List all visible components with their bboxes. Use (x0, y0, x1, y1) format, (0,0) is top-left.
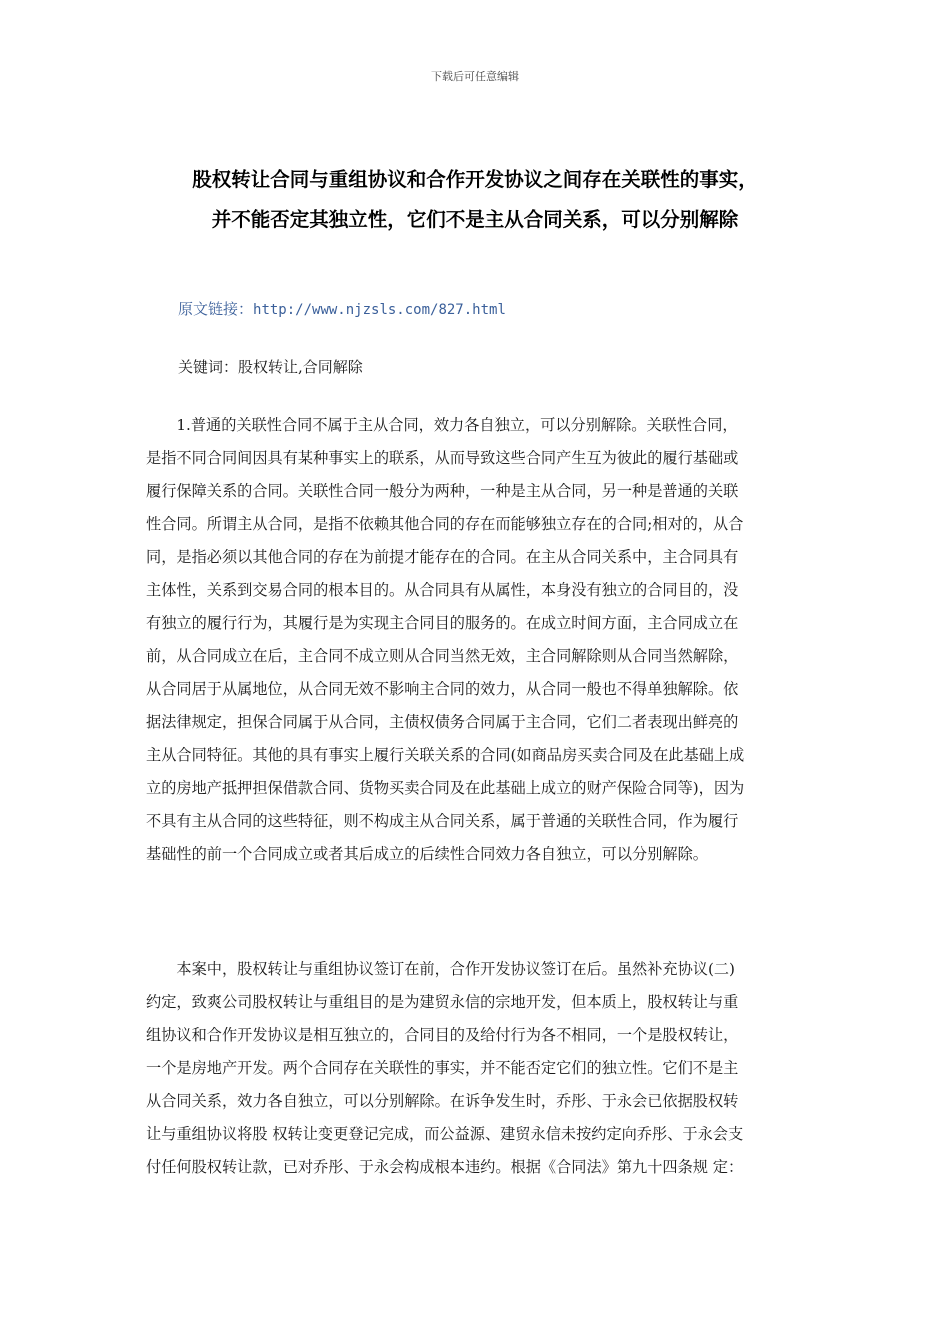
title-line-2: 并不能否定其独立性，它们不是主从合同关系，可以分别解除 (211, 208, 739, 231)
document-title (110, 160, 840, 240)
source-url[interactable]: http://www.njzsls.com/827.html (253, 302, 506, 318)
paragraph-line: 付任何股权转让款，已对乔彤、于永会构成根本违约。根据《合同法》第九十四条规 定： (146, 1158, 744, 1176)
paragraph-line: 履行保障关系的合同。关联性合同一般分为两种，一种是主从合同，另一种是普通的关联 (146, 482, 739, 500)
paragraph-line: 基础性的前一个合同成立或者其后成立的后续性合同效力各自独立，可以分别解除。 (146, 845, 708, 863)
paragraph-line: 不具有主从合同的这些特征，则不构成主从合同关系，属于普通的关联性合同，作为履行 (146, 812, 739, 830)
paragraph-line: 前，从合同成立在后，主合同不成立则从合同当然无效，主合同解除则从合同当然解除， (146, 647, 739, 665)
paragraph-line: 是指不同合同间因具有某种事实上的联系，从而导致这些合同产生互为彼此的履行基础或 (146, 449, 739, 467)
paragraph-line: 1.普通的关联性合同不属于主从合同，效力各自独立，可以分别解除。关联性合同， (146, 416, 738, 434)
keywords: 关键词：股权转让,合同解除 (178, 358, 363, 376)
source-link[interactable] (178, 298, 506, 319)
paragraph-line: 同，是指必须以其他合同的存在为前提才能存在的合同。在主从合同关系中，主合同具有 (146, 548, 739, 566)
title-line-1: 股权转让合同与重组协议和合作开发协议之间存在关联性的事实， (192, 168, 758, 191)
paragraph-line: 本案中，股权转让与重组协议签订在前，合作开发协议签订在后。虽然补充协议(二) (146, 960, 735, 978)
header-note: 下载后可任意编辑 (431, 70, 519, 83)
paragraph-line: 从合同居于从属地位，从合同无效不影响主合同的效力，从合同一般也不得单独解除。依 (146, 680, 739, 698)
paragraph-line: 让与重组协议将股 权转让变更登记完成，而公益源、建贸永信未按约定向乔彤、于永会支 (146, 1125, 744, 1143)
paragraph-2 (146, 953, 806, 1184)
paragraph-line: 从合同关系，效力各自独立，可以分别解除。在诉争发生时，乔彤、于永会已依据股权转 (146, 1092, 739, 1110)
paragraph-line: 性合同。所谓主从合同，是指不依赖其他合同的存在而能够独立存在的合同;相对的，从合 (146, 515, 744, 533)
paragraph-line: 一个是房地产开发。两个合同存在关联性的事实，并不能否定它们的独立性。它们不是主 (146, 1059, 739, 1077)
source-label: 原文链接： (178, 300, 254, 318)
paragraph-line: 有独立的履行行为，其履行是为实现主合同目的服务的。在成立时间方面，主合同成立在 (146, 614, 739, 632)
paragraph-line: 约定，致爽公司股权转让与重组目的是为建贸永信的宗地开发，但本质上，股权转让与重 (146, 993, 739, 1011)
paragraph-line: 主从合同特征。其他的具有事实上履行关联关系的合同(如商品房买卖合同及在此基础上成 (146, 746, 745, 764)
paragraph-line: 立的房地产抵押担保借款合同、货物买卖合同及在此基础上成立的财产保险合同等)，因为 (146, 779, 745, 797)
paragraph-line: 组协议和合作开发协议是相互独立的，合同目的及给付行为各不相同，一个是股权转让， (146, 1026, 739, 1044)
paragraph-1 (146, 409, 806, 871)
paragraph-line: 据法律规定，担保合同属于从合同，主债权债务合同属于主合同，它们二者表现出鲜亮的 (146, 713, 739, 731)
paragraph-line: 主体性，关系到交易合同的根本目的。从合同具有从属性，本身没有独立的合同目的，没 (146, 581, 739, 599)
